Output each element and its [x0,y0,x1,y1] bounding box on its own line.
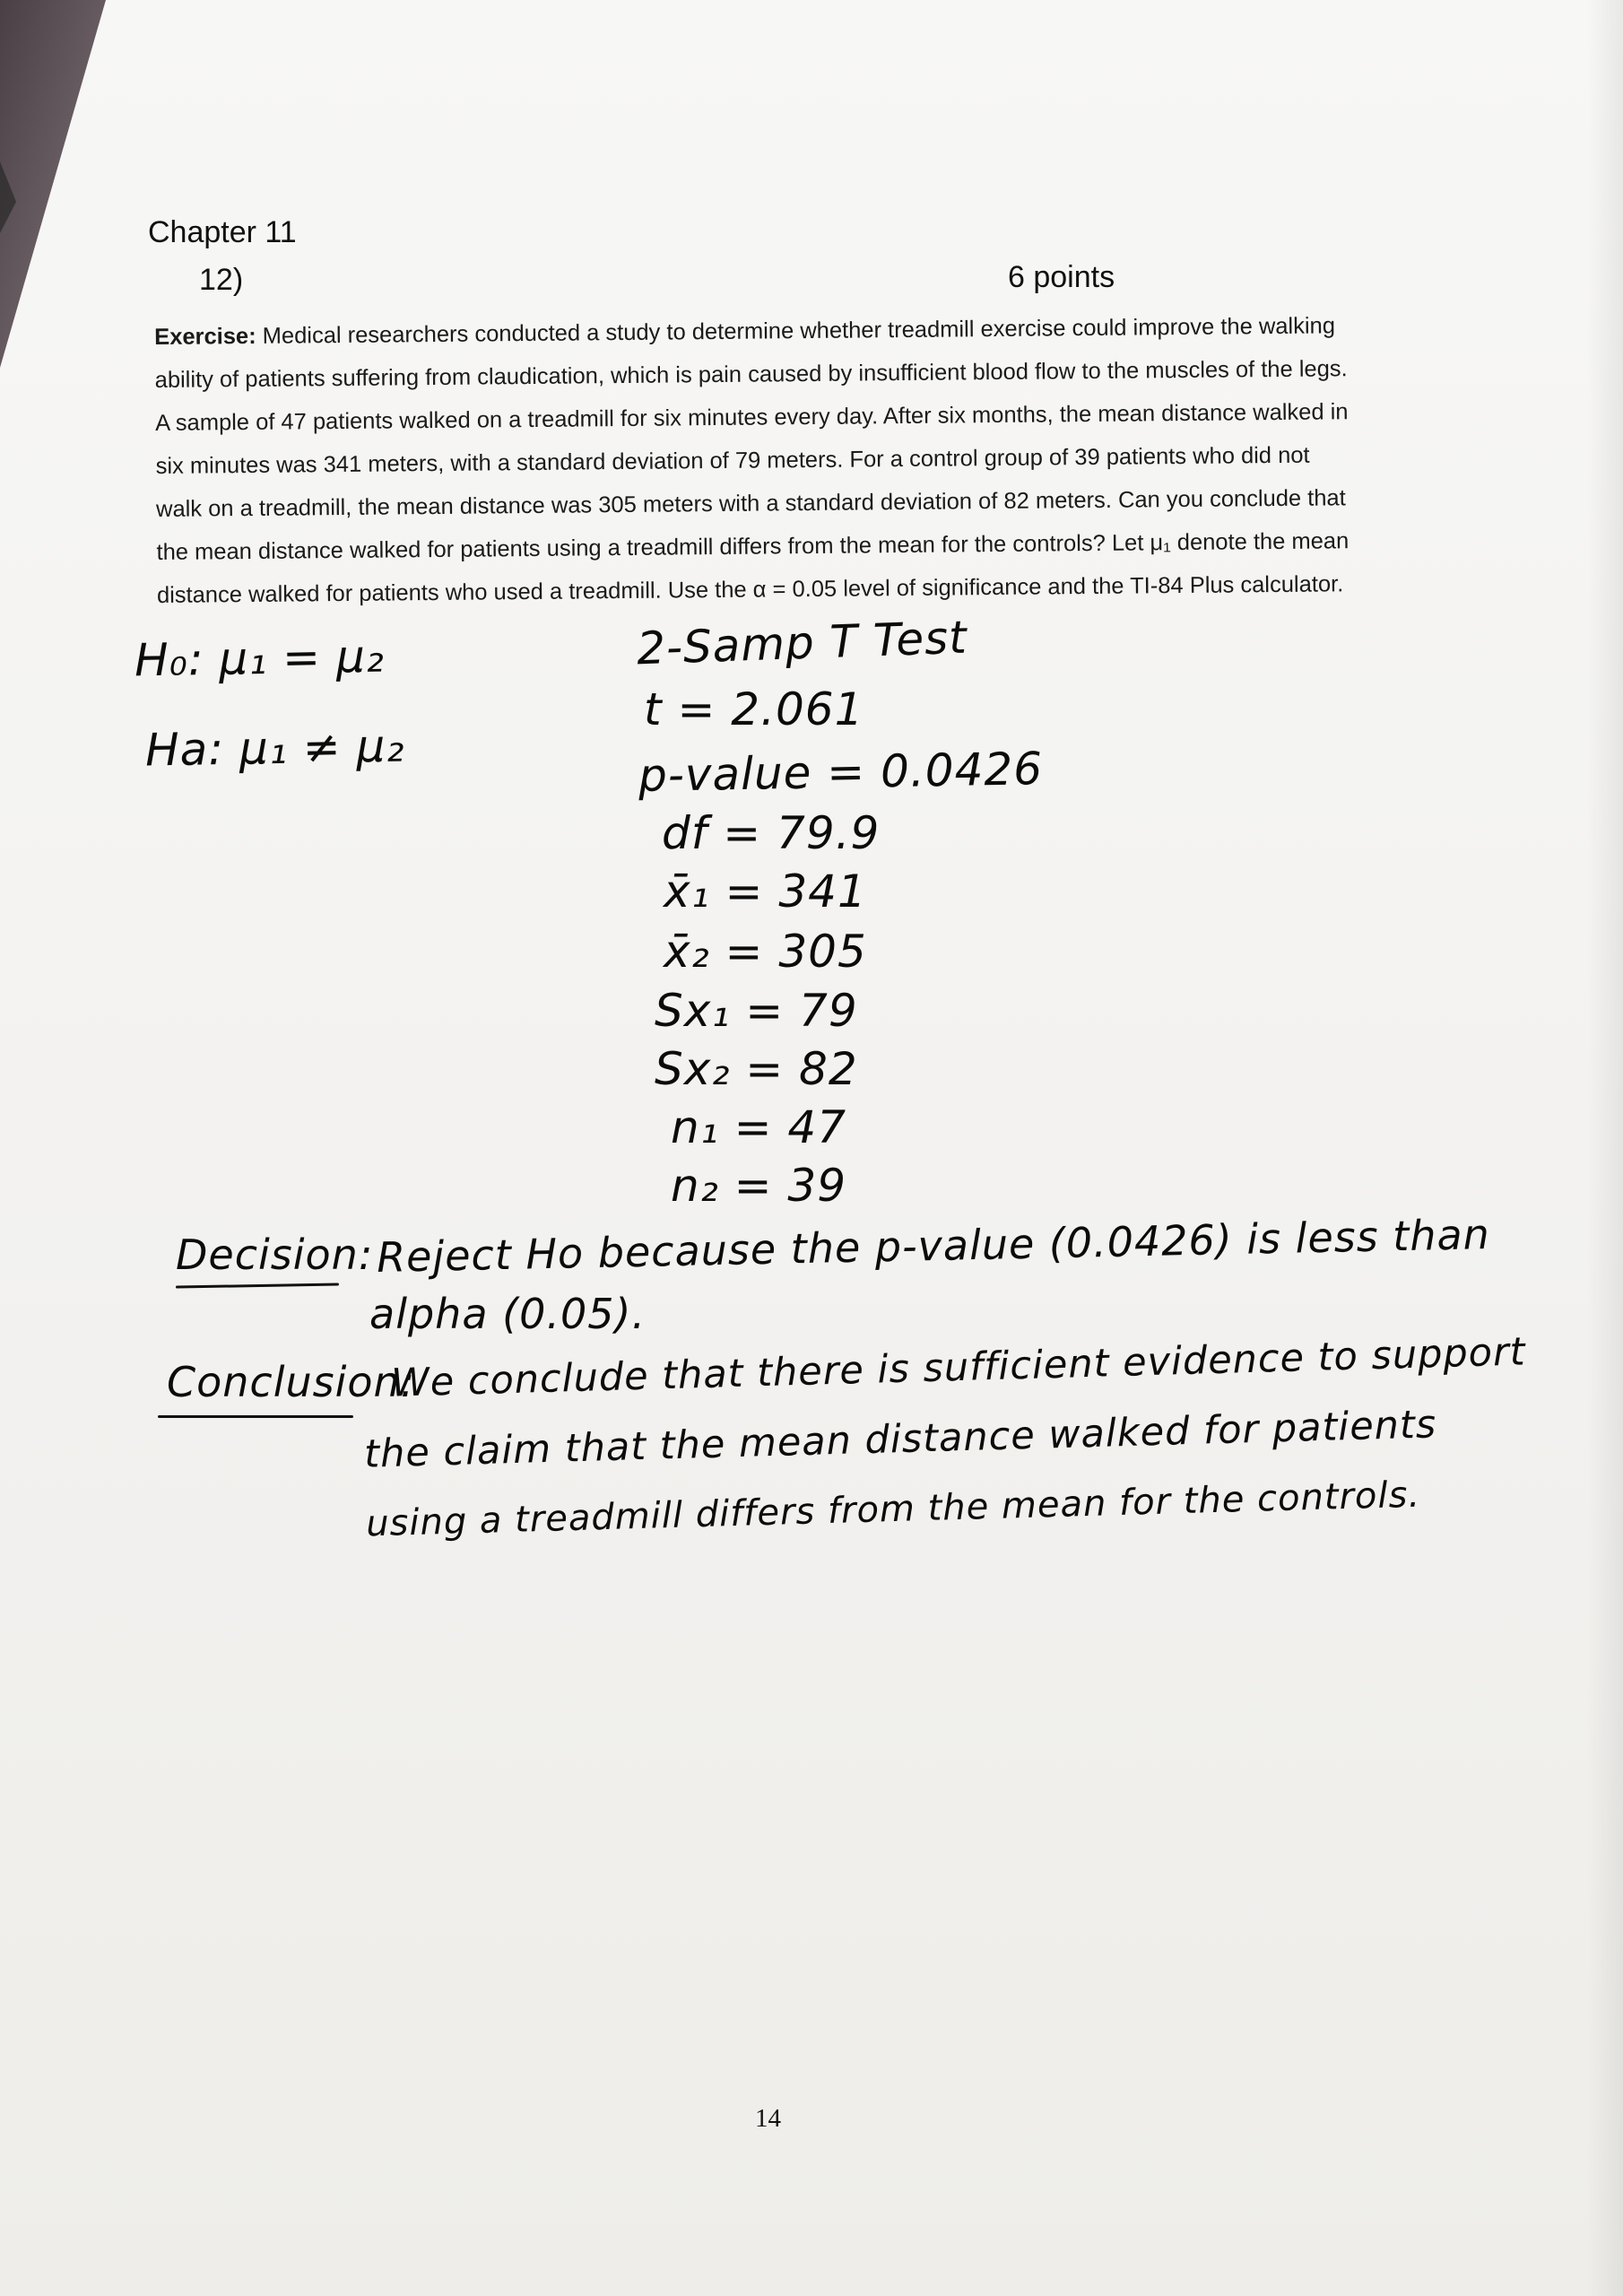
exercise-line-7: distance walked for patients who used a treadmill. Use the α = 0.05 level of significance and the TI-84 Plus calculator. [156,571,1344,608]
exercise-text [154,304,1376,617]
sample-sd-1: Sx₁ = 79 [655,985,858,1037]
alternative-hypothesis: Ha: μ₁ ≠ μ₂ [144,719,405,777]
exercise-line-2: ability of patients suffering from claudication, which is pain caused by insufficient blood flow to the muscles of the legs. [154,356,1348,393]
sample-size-2: n₂ = 39 [671,1160,847,1212]
exercise-line-6: the mean distance walked for patients using a treadmill differs from the mean for the controls? Let μ₁ denote the mean [156,528,1350,565]
chapter-heading: Chapter 11 [148,215,297,249]
page-right-edge-shade [1587,0,1623,2296]
exercise-line-4: six minutes was 341 meters, with a standard deviation of 79 meters. For a control group of 39 patients who did not [155,442,1310,479]
exercise-label: Exercise: [154,323,256,350]
exercise-line-5: walk on a treadmill, the mean distance was 305 meters with a standard deviation of 82 meters. Can you conclude that [155,485,1346,522]
decision-line-2: alpha (0.05). [369,1290,647,1338]
p-value: p-value = 0.0426 [638,743,1044,802]
exercise-line-3: A sample of 47 patients walked on a treadmill for six minutes every day. After six months, the mean distance walked in [155,399,1349,436]
exercise-line-1-text: Medical researchers conducted a study to determine whether treadmill exercise could improve the walking [256,313,1336,349]
decision-underline [176,1283,339,1288]
degrees-of-freedom: df = 79.9 [662,807,881,859]
test-title: 2-Samp T Test [636,611,968,675]
sample-mean-1: x̄₁ = 341 [664,865,867,918]
null-hypothesis: H₀: μ₁ = μ₂ [134,630,386,687]
conclusion-line-3: using a treadmill differs from the mean for the controls. [365,1474,1421,1545]
points-value: 6 points [1008,260,1115,294]
sample-mean-2: x̄₂ = 305 [664,926,867,978]
page-number: 14 [755,2104,781,2133]
conclusion-underline [158,1415,353,1418]
t-statistic: t = 2.061 [644,683,864,735]
conclusion-label: Conclusion: [167,1358,416,1406]
decision-line-1: Reject Ho because the p-value (0.0426) is less than [376,1210,1491,1282]
sample-size-1: n₁ = 47 [671,1101,847,1153]
question-number: 12) [199,263,244,297]
decision-label: Decision: [176,1231,374,1279]
sample-sd-2: Sx₂ = 82 [655,1043,858,1095]
conclusion-line-2: the claim that the mean distance walked for patients [363,1402,1437,1477]
conclusion-line-1: We conclude that there is sufficient evidence to support [390,1329,1527,1406]
